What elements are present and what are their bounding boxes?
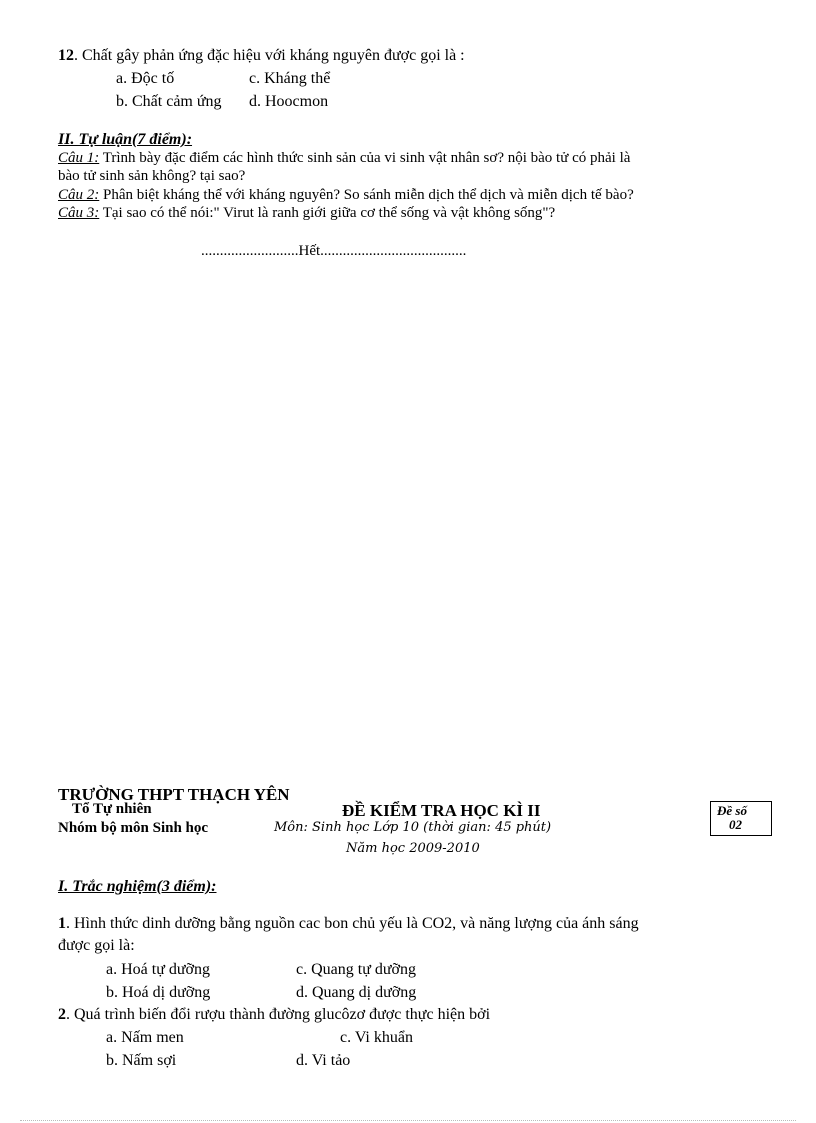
essay-question-2 (58, 187, 634, 204)
question-text: Trình bày đặc điểm các hình thức sinh sản của vi sinh vật nhân sơ? nội bào tử có phải là (99, 150, 631, 166)
exam-title: ĐỀ KIỂM TRA HỌC KÌ II (342, 801, 541, 820)
essay-heading: II. Tự luận(7 điểm): (58, 131, 193, 148)
school-name: TRƯỜNG THPT THẠCH YÊN (58, 785, 290, 804)
dots-left: .......................... (201, 243, 299, 259)
exam-code-label: Đề số (717, 803, 747, 818)
option-b: b. Hoá dị dưỡng (106, 984, 211, 1001)
mcq-question-2-stem (58, 1006, 490, 1024)
option-b: b. Nấm sợi (106, 1052, 177, 1069)
essay-question-1-cont: bào tử sinh sản không? tại sao? (58, 168, 246, 184)
question-12-stem (58, 47, 465, 65)
option-c: c. Quang tự dưỡng (296, 961, 417, 978)
option-d: d. Hoocmon (249, 93, 329, 110)
dots-right: ....................................... (320, 243, 467, 259)
essay-question-1 (58, 150, 778, 167)
question-number: 1 (58, 915, 66, 932)
question-text: . Hình thức dinh dưỡng bằng nguồn cac bon chủ yếu là CO2, và năng lượng của ánh sáng (66, 915, 639, 932)
mcq-question-1-stem (58, 915, 639, 933)
option-a: a. Nấm men (106, 1029, 184, 1046)
school-year: Năm học 2009-2010 (346, 841, 480, 856)
option-a: a. Độc tố (116, 70, 175, 87)
option-c: c. Vi khuẩn (340, 1029, 413, 1046)
option-a: a. Hoá tự dưỡng (106, 961, 211, 978)
essay-question-3 (58, 205, 555, 222)
page-bottom-border (20, 1120, 796, 1121)
question-number: 12 (58, 47, 74, 64)
end-marker (201, 243, 466, 260)
question-text: . Chất gây phản ứng đặc hiệu với kháng nguyên được gọi là : (74, 47, 465, 64)
question-label: Câu 1: (58, 150, 100, 166)
question-label: Câu 2: (58, 187, 100, 203)
department-name: Tổ Tự nhiên (72, 801, 152, 817)
question-text: . Quá trình biến đổi rượu thành đường glucôzơ được thực hiện bởi (66, 1006, 491, 1023)
mcq-question-1-stem-cont: được gọi là: (58, 937, 135, 954)
end-word: Hết (298, 243, 321, 259)
mcq-heading: I. Trắc nghiệm(3 điểm): (58, 878, 217, 895)
exam-code-value: 02 (729, 817, 742, 832)
question-text: Phân biệt kháng thể với kháng nguyên? So sánh miễn dịch thể dịch và miễn dịch tế bào? (99, 187, 634, 203)
exam-subject: Môn: Sinh học Lớp 10 (thời gian: 45 phút) (274, 820, 552, 835)
question-number: 2 (58, 1006, 66, 1023)
subject-group: Nhóm bộ môn Sinh học (58, 820, 209, 836)
question-label: Câu 3: (58, 205, 100, 221)
question-text: Tại sao có thể nói:" Virut là ranh giới giữa cơ thể sống và vật không sống"? (99, 205, 556, 221)
option-c: c. Kháng thể (249, 70, 331, 87)
exam-code-box (710, 801, 772, 836)
option-d: d. Quang dị dưỡng (296, 984, 417, 1001)
option-b: b. Chất cảm ứng (116, 93, 222, 110)
option-d: d. Vi tảo (296, 1052, 351, 1069)
